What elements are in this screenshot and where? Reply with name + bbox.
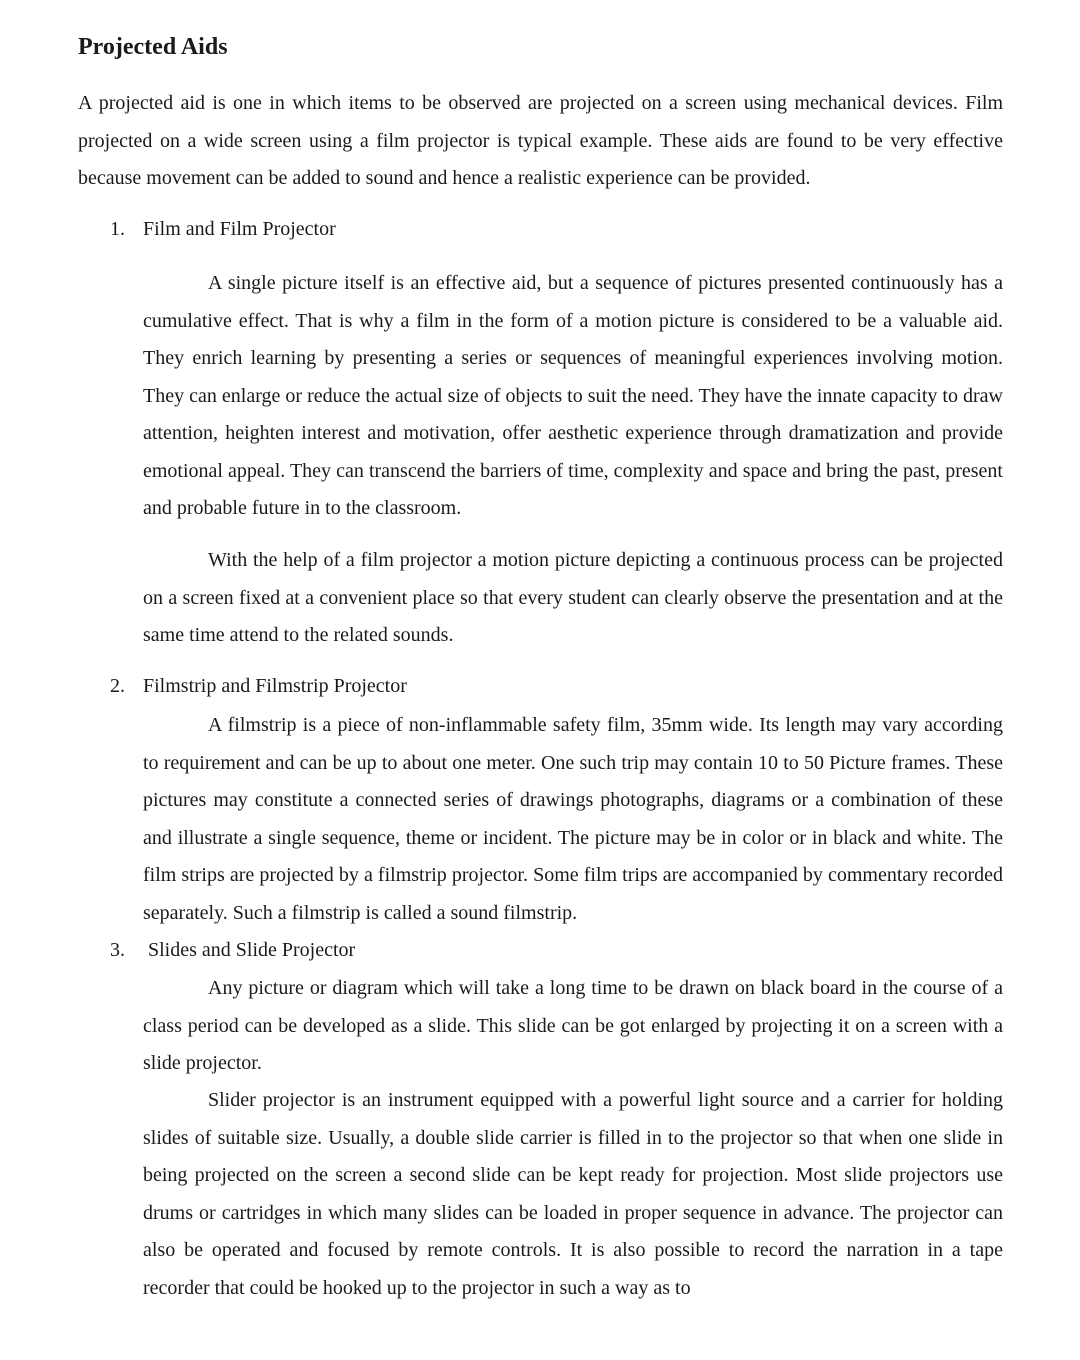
intro-paragraph: A projected aid is one in which items to be observed are projected on a screen using mechanical devices. Film projected on a wide screen using a film projector is typical example. These aids are found to be very effective because movement can be added to sound and hence a realistic experience can be provided. xyxy=(78,92,1003,189)
section-3-paragraph-1: Any picture or diagram which will take a long time to be drawn on black board in the course of a class period can be developed as a slide. This slide can be got enlarged by projecting it on a screen with a slide projector. xyxy=(143,977,1003,1074)
page-title: Projected Aids xyxy=(78,34,228,60)
section-2-paragraph-1: A filmstrip is a piece of non-inflammable safety film, 35mm wide. Its length may vary according to requirement and can be up to about one meter. One such trip may contain 10 to 50 Picture frames. These pictures may constitute a connected series of drawings photographs, diagrams or a combination of these and illustrate a single sequence, theme or incident. The picture may be in color or in black and white. The film strips are projected by a filmstrip projector. Some film trips are accompanied by commentary recorded separately. Such a filmstrip is called a sound filmstrip. xyxy=(143,714,1003,924)
section-2-number: 2. xyxy=(110,675,125,697)
section-1-number: 1. xyxy=(110,218,125,240)
section-3-title: Slides and Slide Projector xyxy=(148,939,356,961)
section-3-paragraph-2: Slider projector is an instrument equipped with a powerful light source and a carrier for holding slides of suitable size. Usually, a double slide carrier is filled in to the projector so that when one slide in being projected on the screen a second slide can be kept ready for projection. Most slide projectors use drums or cartridges in which many slides can be loaded in proper sequence in advance. The projector can also be operated and focused by remote controls. It is also possible to record the narration in a tape recorder that could be hooked up to the projector in such a way as to xyxy=(143,1089,1003,1299)
section-1-title: Film and Film Projector xyxy=(143,218,336,240)
section-3-number: 3. xyxy=(110,939,125,961)
section-2-title: Filmstrip and Filmstrip Projector xyxy=(143,675,407,697)
section-1-paragraph-2: With the help of a film projector a motion picture depicting a continuous process can be projected on a screen fixed at a convenient place so that every student can clearly observe the presentation and at the same time attend to the related sounds. xyxy=(143,549,1003,646)
section-1-paragraph-1: A single picture itself is an effective aid, but a sequence of pictures presented continuously has a cumulative effect. That is why a film in the form of a motion picture is considered to be a valuable aid. They enrich learning by presenting a series or sequences of meaningful experiences involving motion. They can enlarge or reduce the actual size of objects to suit the need. They have the innate capacity to draw attention, heighten interest and motivation, offer aesthetic experience through dramatization and provide emotional appeal. They can transcend the barriers of time, complexity and space and bring the past, present and probable future in to the classroom. xyxy=(143,272,1003,519)
